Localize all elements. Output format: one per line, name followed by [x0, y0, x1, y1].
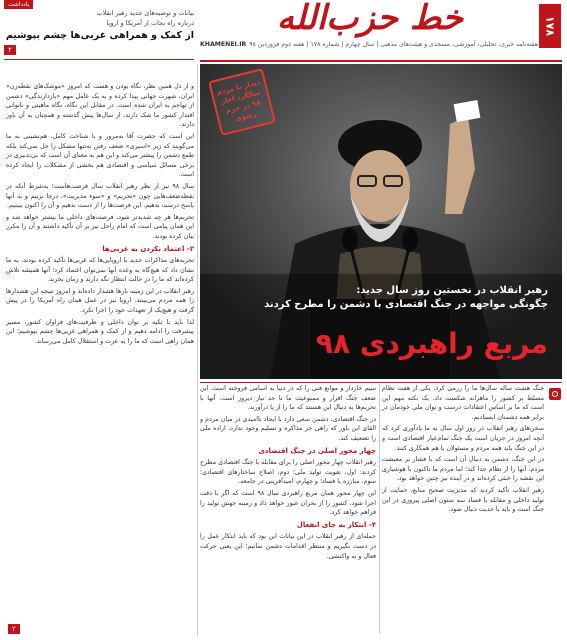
hero-kicker-line: رهبر انقلاب در نخستین روز سال جدید:: [356, 285, 548, 296]
paragraph: و از دل همین نظر، نگاه بودن و هست که امروز «موشک‌های نقطه‌زن» ایران، شهرت جهانی پیدا کرده و به یک عامل مهم «بازدارندگی» دشمن از تهاجم به ایران شده است. در مقابل این نگاه، نگاه ماهیتی و ناتوانی اقتدار کشور ما شک دارند، از سال‌ها پیش گذشته و همچنان به آن باور دارند.: [6, 83, 194, 129]
left-page-number: ۲: [8, 624, 20, 634]
site-url[interactable]: KHAMENEI.IR: [200, 40, 247, 48]
hero-badge: دیدار با مردم سالگرد آغاز ۹۸ در حرم رضوی: [208, 68, 276, 136]
paragraph: این است که حضرت آقا به‌مرور و با شناخت کامل، هم‌نشینی به ما می‌گویند که زیر «اسیری» ضعف رفتن نه‌تنها مشکل را حل نمی‌کند بلکه طمع دشمن را بیشتر می‌کند و این هم به معنای آن است که بی‌تدبیری در برخی مسائل سیاسی و اقتصادی هم بخشی از مشکلات را ایجاد کرده است.: [6, 132, 194, 179]
paragraph: رهبر انقلاب تأکید کردند که مدیریت صحیح منابع، حمایت از تولید داخلی و مقابله با فساد سه ستون اصلی پیروزی در این جنگ است و باید با جدیت دنبال شود.: [382, 486, 544, 514]
paragraph: تجربه‌های مذاکرات جدید با اروپایی‌ها که غربی‌ها تأکید کرده بودند، به ما نشان داد که هیچ‌گاه به وعده آنها نمی‌توان اعتماد کرد؛ آنها همیشه تلاش کرده‌اند که ما را در حالت انتظار نگه دارند و زمان بخرند.: [6, 257, 194, 284]
hero-title: مربع راهبردی ۹۸: [315, 327, 548, 360]
paragraph: رهبر انقلاب چهار محور اصلی را برای مقابله با جنگ اقتصادی مطرح کردند: اول، تقویت تولید ملی؛ دوم، اصلاح ساختارهای اقتصادی؛ سوم، مبارزه با فساد؛ و چهارم، امیدآفرینی در جامعه.: [200, 459, 376, 486]
paragraph: سیم خاردار و موانع فنی را که در دنیا به اسامی فروخته است، این ضعف جنگ افزار و ممنوعیت ما تا حد نیاز دیروز است. آنها با تحریم‌ها به دنبال این هستند که ما را از پا درآورند.: [200, 385, 376, 412]
column-divider: [197, 64, 198, 636]
paragraph: سال ۹۸ نیز از نظر رهبر انقلاب سال فرصت‌هاست؛ به‌شرط آنکه در نقطه‌ضعف‌هایی چون «تحریم» و «سوء مدیریت»، درجا نزنیم و به آنها پاسخ درست بدهیم. این فرصت‌ها را از دست ندهیم و آن را اکنون ببینیم.: [6, 182, 194, 210]
column-divider: [379, 384, 380, 634]
teaser-tag: یادداشت: [4, 0, 33, 9]
section-subhead: ۲- اعتماد نکردن به غربی‌ها: [102, 244, 194, 253]
divider: [200, 382, 562, 383]
teaser-subtitle: [24, 8, 194, 28]
paragraph: جنگ هشت ساله سال‌ها ما را رزمی کرد، یکی از هفت نظام مسلط بر کشور را ماهرانه شکست داد. یک نکته مهم این است که ما بر اساس اعتقادات درست و توان ملی خودمان در برابر همه دشمنان ایستادیم.: [382, 385, 544, 421]
hero-kicker: [248, 284, 548, 312]
divider: [200, 60, 562, 62]
masthead-strip: [200, 38, 538, 50]
teaser-box: [4, 0, 194, 58]
paragraph: سخن‌های رهبر انقلاب در روز اول سال به ما یادآوری کرد که آنچه امروز در جریان است یک جنگ تمام‌عیار اقتصادی است و در این جنگ باید همه مردم و مسئولان با هم همکاری کنند.: [382, 425, 544, 452]
bottom-middle-article-column: [200, 384, 376, 634]
logo-text: خط حزب‌الله: [276, 0, 464, 38]
section-subhead: چهار محور اصلی در جنگ اقتصادی: [258, 446, 376, 455]
teaser-sub-line: درباره راه نجات از آمریکا و اروپا: [106, 19, 194, 27]
hero-photo: [200, 64, 562, 379]
paragraph: رهبر انقلاب در این زمینه بارها هشدار داده‌اند و امروز نتیجه این هشدارها را همه مردم می‌بینند. اروپا نیز در عمل همان راه آمریکا را در پیش گرفت و هیچ‌یک از تعهدات خود را اجرا نکرد.: [6, 287, 194, 315]
paragraph: این چهار محور همان مربع راهبردی سال ۹۸ است که اگر با دقت اجرا شود، کشور را از بحران عبور خواهد داد و زمینه جهش تولید را فراهم خواهد کرد.: [200, 489, 376, 517]
section-marker-icon: [549, 388, 561, 400]
left-article-column: [6, 82, 194, 634]
paragraph: تحریم‌ها هر چه شدیدتر شود، فرصت‌های داخلی ما بیشتر خواهد شد و این همان پیامی است که امام راحل نیز بر آن تأکید داشتند و آن را مکرر بیان کرده بودند.: [6, 213, 194, 240]
divider: [4, 59, 194, 60]
paragraph: در این جنگ، دشمن به دنبال آن است که با فشار بر معیشت مردم، آنها را از نظام جدا کند؛ اما مردم ما تاکنون با هوشیاری این نقشه را خنثی کرده‌اند و در آینده نیز چنین خواهد بود.: [382, 456, 544, 483]
issue-number: ۱۷۸: [539, 4, 561, 48]
bottom-right-article-column: [382, 384, 544, 634]
teaser-headline: از کمک و همراهی غربی‌ها چشم بپوشیم: [5, 30, 194, 41]
hero-kicker-line: چگونگی مواجهه در جنگ اقتصادی با دشمن را مطرح کردند: [264, 299, 548, 310]
teaser-sub-line: بیانات و توصیه‌های جدید رهبر انقلاب: [96, 9, 194, 17]
logo: [200, 0, 540, 36]
paragraph: جمله‌ای از رهبر انقلاب در این بیانات این بود که باید ابتکار عمل را در دست بگیریم و منتظر اقدامات دشمن نمانیم؛ این یعنی حرکت فعال و نه واکنشی.: [200, 533, 376, 560]
teaser-page-number: ۲: [4, 45, 16, 55]
paragraph: لذا باید با تکیه بر توان داخلی و ظرفیت‌های فراوان کشور، مسیر پیشرفت را ادامه دهیم و از کمک و همراهی غربی‌ها چشم بپوشیم؛ این همان راهی است که ما را به عزت و استقلال کامل می‌رساند.: [6, 318, 194, 345]
paragraph: در جنگ اقتصادی، دشمن سعی دارد با ایجاد ناامیدی در میان مردم و القای این باور که راهی جز مذاکره و تسلیم وجود ندارد، اراده ملی را تضعیف کند.: [200, 415, 376, 442]
masthead-strip-text: هفته‌نامه خبری، تحلیلی، آموزشی، مسجدی و هیئت‌های مذهبی | سال چهارم | شماره ۱۷۸ | هفته دوم فروردین ۹۸: [249, 40, 538, 48]
section-subhead: ۴- ابتکار به جای انفعال: [296, 520, 376, 529]
